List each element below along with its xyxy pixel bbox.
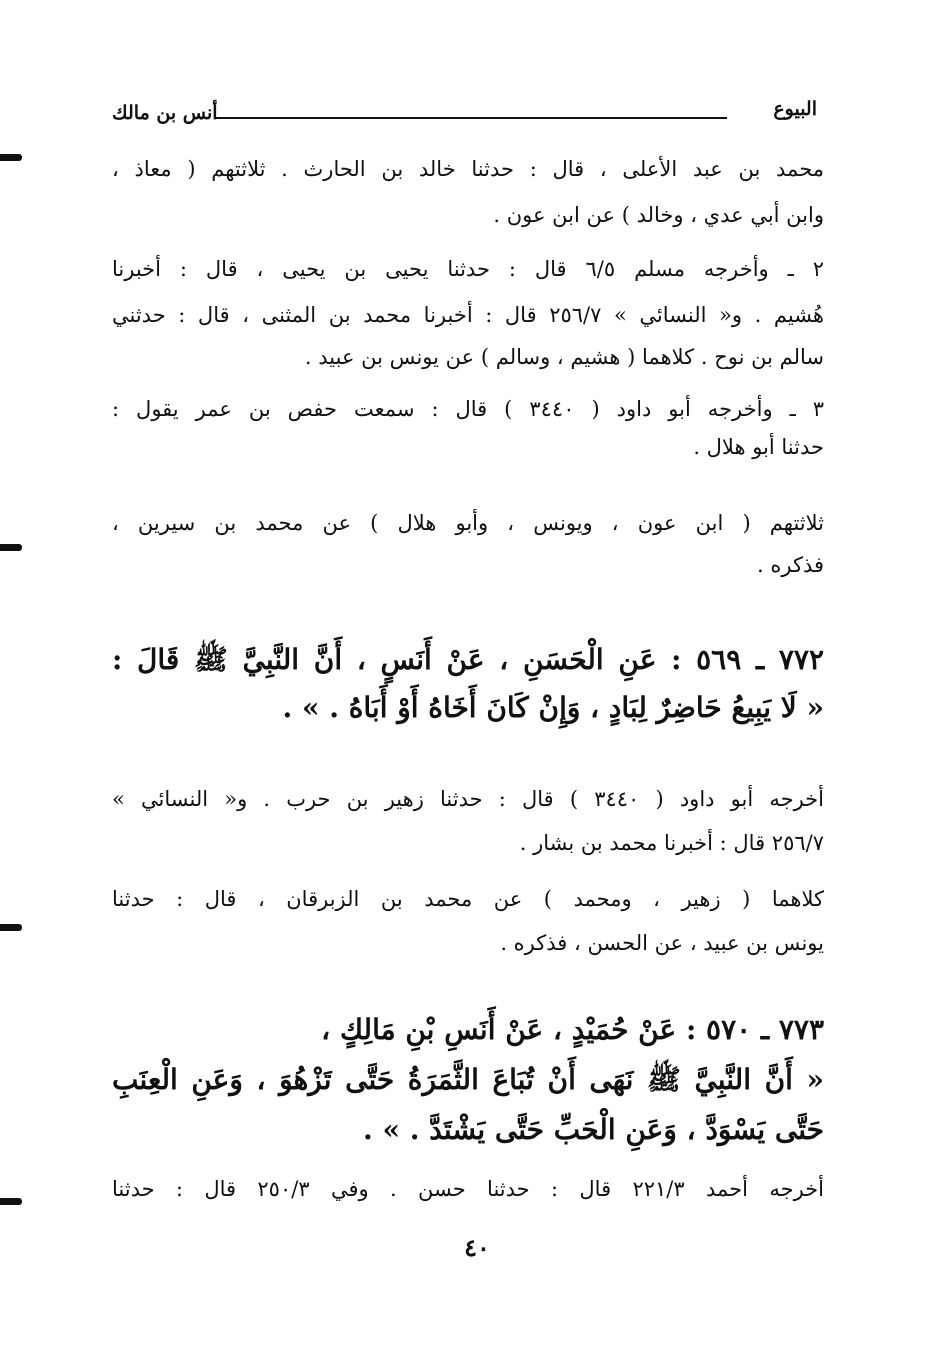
text-line: هُشيم . و« النسائي » ٢٥٦/٧ قال : أخبرنا محمد بن المثنى ، قال : حدثني: [112, 303, 824, 327]
text-line: أخرجه أبو داود ( ٣٤٤٠ ) قال : حدثنا زهير بن حرب . و« النسائي »: [112, 787, 824, 811]
header-rule: [214, 117, 727, 119]
hadith-line: ٧٧٣ ـ ٥٧٠ : عَنْ حُمَيْدٍ ، عَنْ أَنَسِ بْنِ مَالِكٍ ،: [321, 1013, 824, 1046]
running-header: [112, 98, 817, 132]
text-line: محمد بن عبد الأعلى ، قال : حدثنا خالد بن الحارث . ثلاثتهم ( معاذ ،: [112, 157, 824, 181]
scan-edge-mark: [0, 154, 22, 161]
text-line: ٣ ـ وأخرجه أبو داود ( ٣٤٤٠ ) قال : سمعت حفص بن عمر يقول :: [112, 397, 824, 421]
text-line: حدثنا أبو هلال .: [693, 435, 824, 459]
text-line: فذكره .: [757, 553, 824, 577]
author-heading: أنس بن مالك: [112, 102, 218, 124]
scan-edge-mark: [0, 544, 22, 551]
hadith-line: « لَا يَبِيعُ حَاضِرٌ لِبَادٍ ، وَإِنْ كَانَ أَخَاهُ أَوْ أَبَاهُ . » .: [282, 691, 824, 724]
hadith-line: ٧٧٢ ـ ٥٦٩ : عَنِ الْحَسَنِ ، عَنْ أَنَسٍ ، أَنَّ النَّبِيَّ ﷺ قَالَ :: [112, 643, 824, 676]
text-line: أخرجه أحمد ٢٢١/٣ قال : حدثنا حسن . وفي ٢٥٠/٣ قال : حدثنا: [112, 1177, 824, 1201]
text-line: ٢٥٦/٧ قال : أخبرنا محمد بن بشار .: [519, 831, 824, 855]
hadith-line: حَتَّى يَسْوَدَّ ، وَعَنِ الْحَبِّ حَتَّى يَشْتَدَّ . » .: [362, 1113, 824, 1146]
text-line: ٢ ـ وأخرجه مسلم ٦/٥ قال : حدثنا يحيى بن يحيى ، قال : أخبرنا: [112, 257, 824, 281]
text-line: وابن أبي عدي ، وخالد ) عن ابن عون .: [493, 203, 824, 227]
chapter-title: البيوع: [773, 98, 817, 120]
text-line: كلاهما ( زهير ، ومحمد ) عن محمد بن الزبرقان ، قال : حدثنا: [112, 887, 824, 911]
text-line: يونس بن عبيد ، عن الحسن ، فذكره .: [500, 931, 824, 955]
page-number: ٤٠: [464, 1233, 490, 1262]
text-line: ثلاثتهم ( ابن عون ، ويونس ، وأبو هلال ) عن محمد بن سيرين ،: [112, 511, 824, 535]
hadith-line: « أَنَّ النَّبِيَّ ﷺ نَهَى أَنْ تُبَاعَ الثَّمَرَةُ حَتَّى تَزْهُوَ ، وَعَنِ الْعِنَبِ: [112, 1063, 824, 1096]
text-line: سالم بن نوح . كلاهما ( هشيم ، وسالم ) عن يونس بن عبيد .: [304, 345, 824, 369]
scan-edge-mark: [0, 924, 22, 931]
scan-edge-mark: [0, 1198, 22, 1205]
